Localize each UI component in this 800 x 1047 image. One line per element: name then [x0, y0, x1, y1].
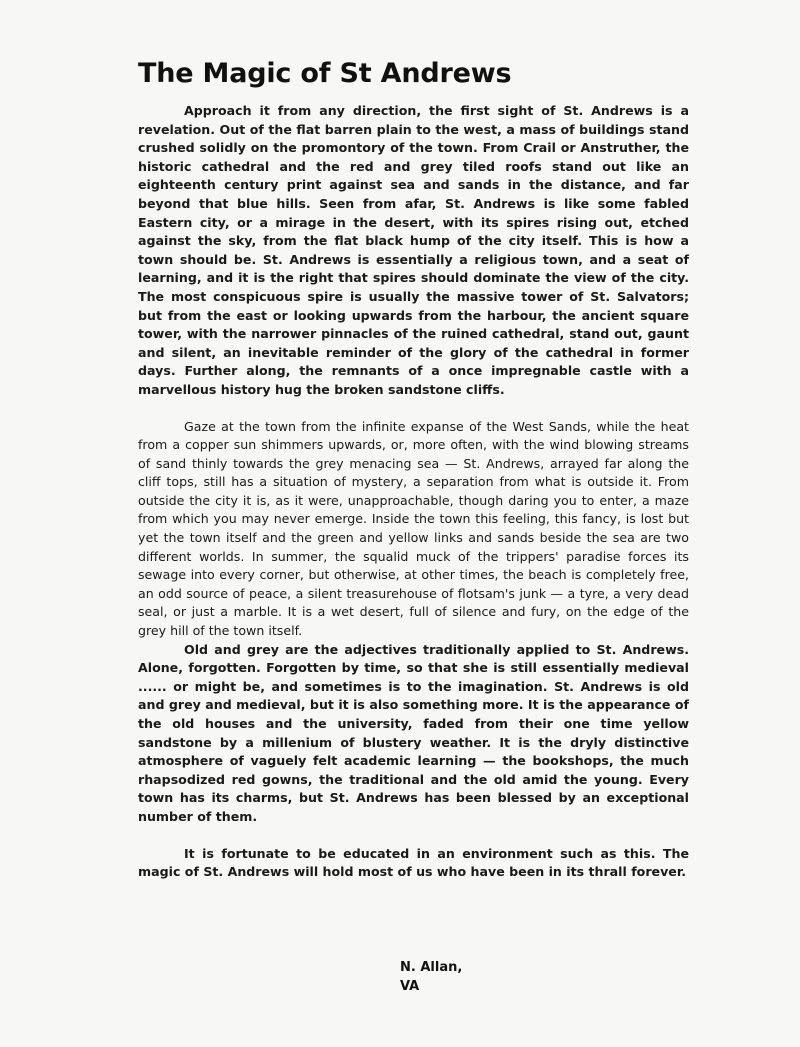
paragraph-4: It is fortunate to be educated in an environment such as this. The magic of St. Andrews will hold most of us who have been in its thrall forever.	[138, 845, 689, 880]
document-title: The Magic of St Andrews	[138, 58, 512, 89]
signature-block	[400, 958, 462, 996]
author-class: VA	[400, 979, 420, 994]
paragraph-1: Approach it from any direction, the first sight of St. Andrews is a revelation. Out of the flat barren plain to the west, a mass of buildings stand crushed solidly on the promontory of the town. From Crail or Anstruther, the historic cathedral and the red and grey tiled roofs stand out like an eighteenth century print against sea and sands in the distance, and far beyond that blue hills. Seen from afar, St. Andrews is like some fabled Eastern city, or a mirage in the desert, with its spires rising out, etched against the sky, from the flat black hump of the city itself. This is how a town should be. St. Andrews is essentially a religious town, and a seat of learning, and it is the right that spires should dominate the view of the city. The most conspicuous spire is usually the massive tower of St. Salvators; but from the east or looking upwards from the harbour, the ancient square tower, with the narrower pinnacles of the ruined cathedral, stand out, gaunt and silent, an inevitable reminder of the glory of the cathedral in former days. Further along, the remnants of a once impregnable castle with a marvellous history hug the broken sandstone cliffs.	[138, 103, 689, 397]
document-body	[138, 102, 689, 882]
author-name: N. Allan,	[400, 960, 463, 975]
paragraph-3: Old and grey are the adjectives traditionally applied to St. Andrews. Alone, forgotten. Forgotten by time, so that she is still essentially medieval ...... or might be, and sometimes is to the imagination. St. Andrews is old and grey and medieval, but it is also something more. It is the appearance of the old houses and the university, faded from their one time yellow sandstone by a millenium of blustery weather. It is the dryly distinctive atmosphere of vaguely felt academic learning — the bookshops, the much rhapsodized red gowns, the traditional and the old amid the young. Every town has its charms, but St. Andrews has been blessed by an exceptional number of them.	[138, 641, 689, 824]
paragraph-2: Gaze at the town from the infinite expanse of the West Sands, while the heat from a copper sun shimmers upwards, or, more often, with the wind blowing streams of sand thinly towards the grey menacing sea — St. Andrews, arrayed far along the cliff tops, still has a situation of mystery, a separation from what is outside it. From outside the city it is, as it were, unapproachable, though daring you to enter, a maze from which you may never emerge. Inside the town this feeling, this fancy, is lost but yet the town itself and the green and yellow links and sands beside the sea are two different worlds. In summer, the squalid muck of the trippers' paradise forces its sewage into every corner, but otherwise, at other times, the beach is completely free, an odd source of peace, a silent treasurehouse of flotsam's junk — a tyre, a very dead seal, or just a marble. It is a wet desert, full of silence and fury, on the edge of the grey hill of the town itself.	[138, 418, 689, 639]
paragraph-gap	[138, 400, 689, 418]
